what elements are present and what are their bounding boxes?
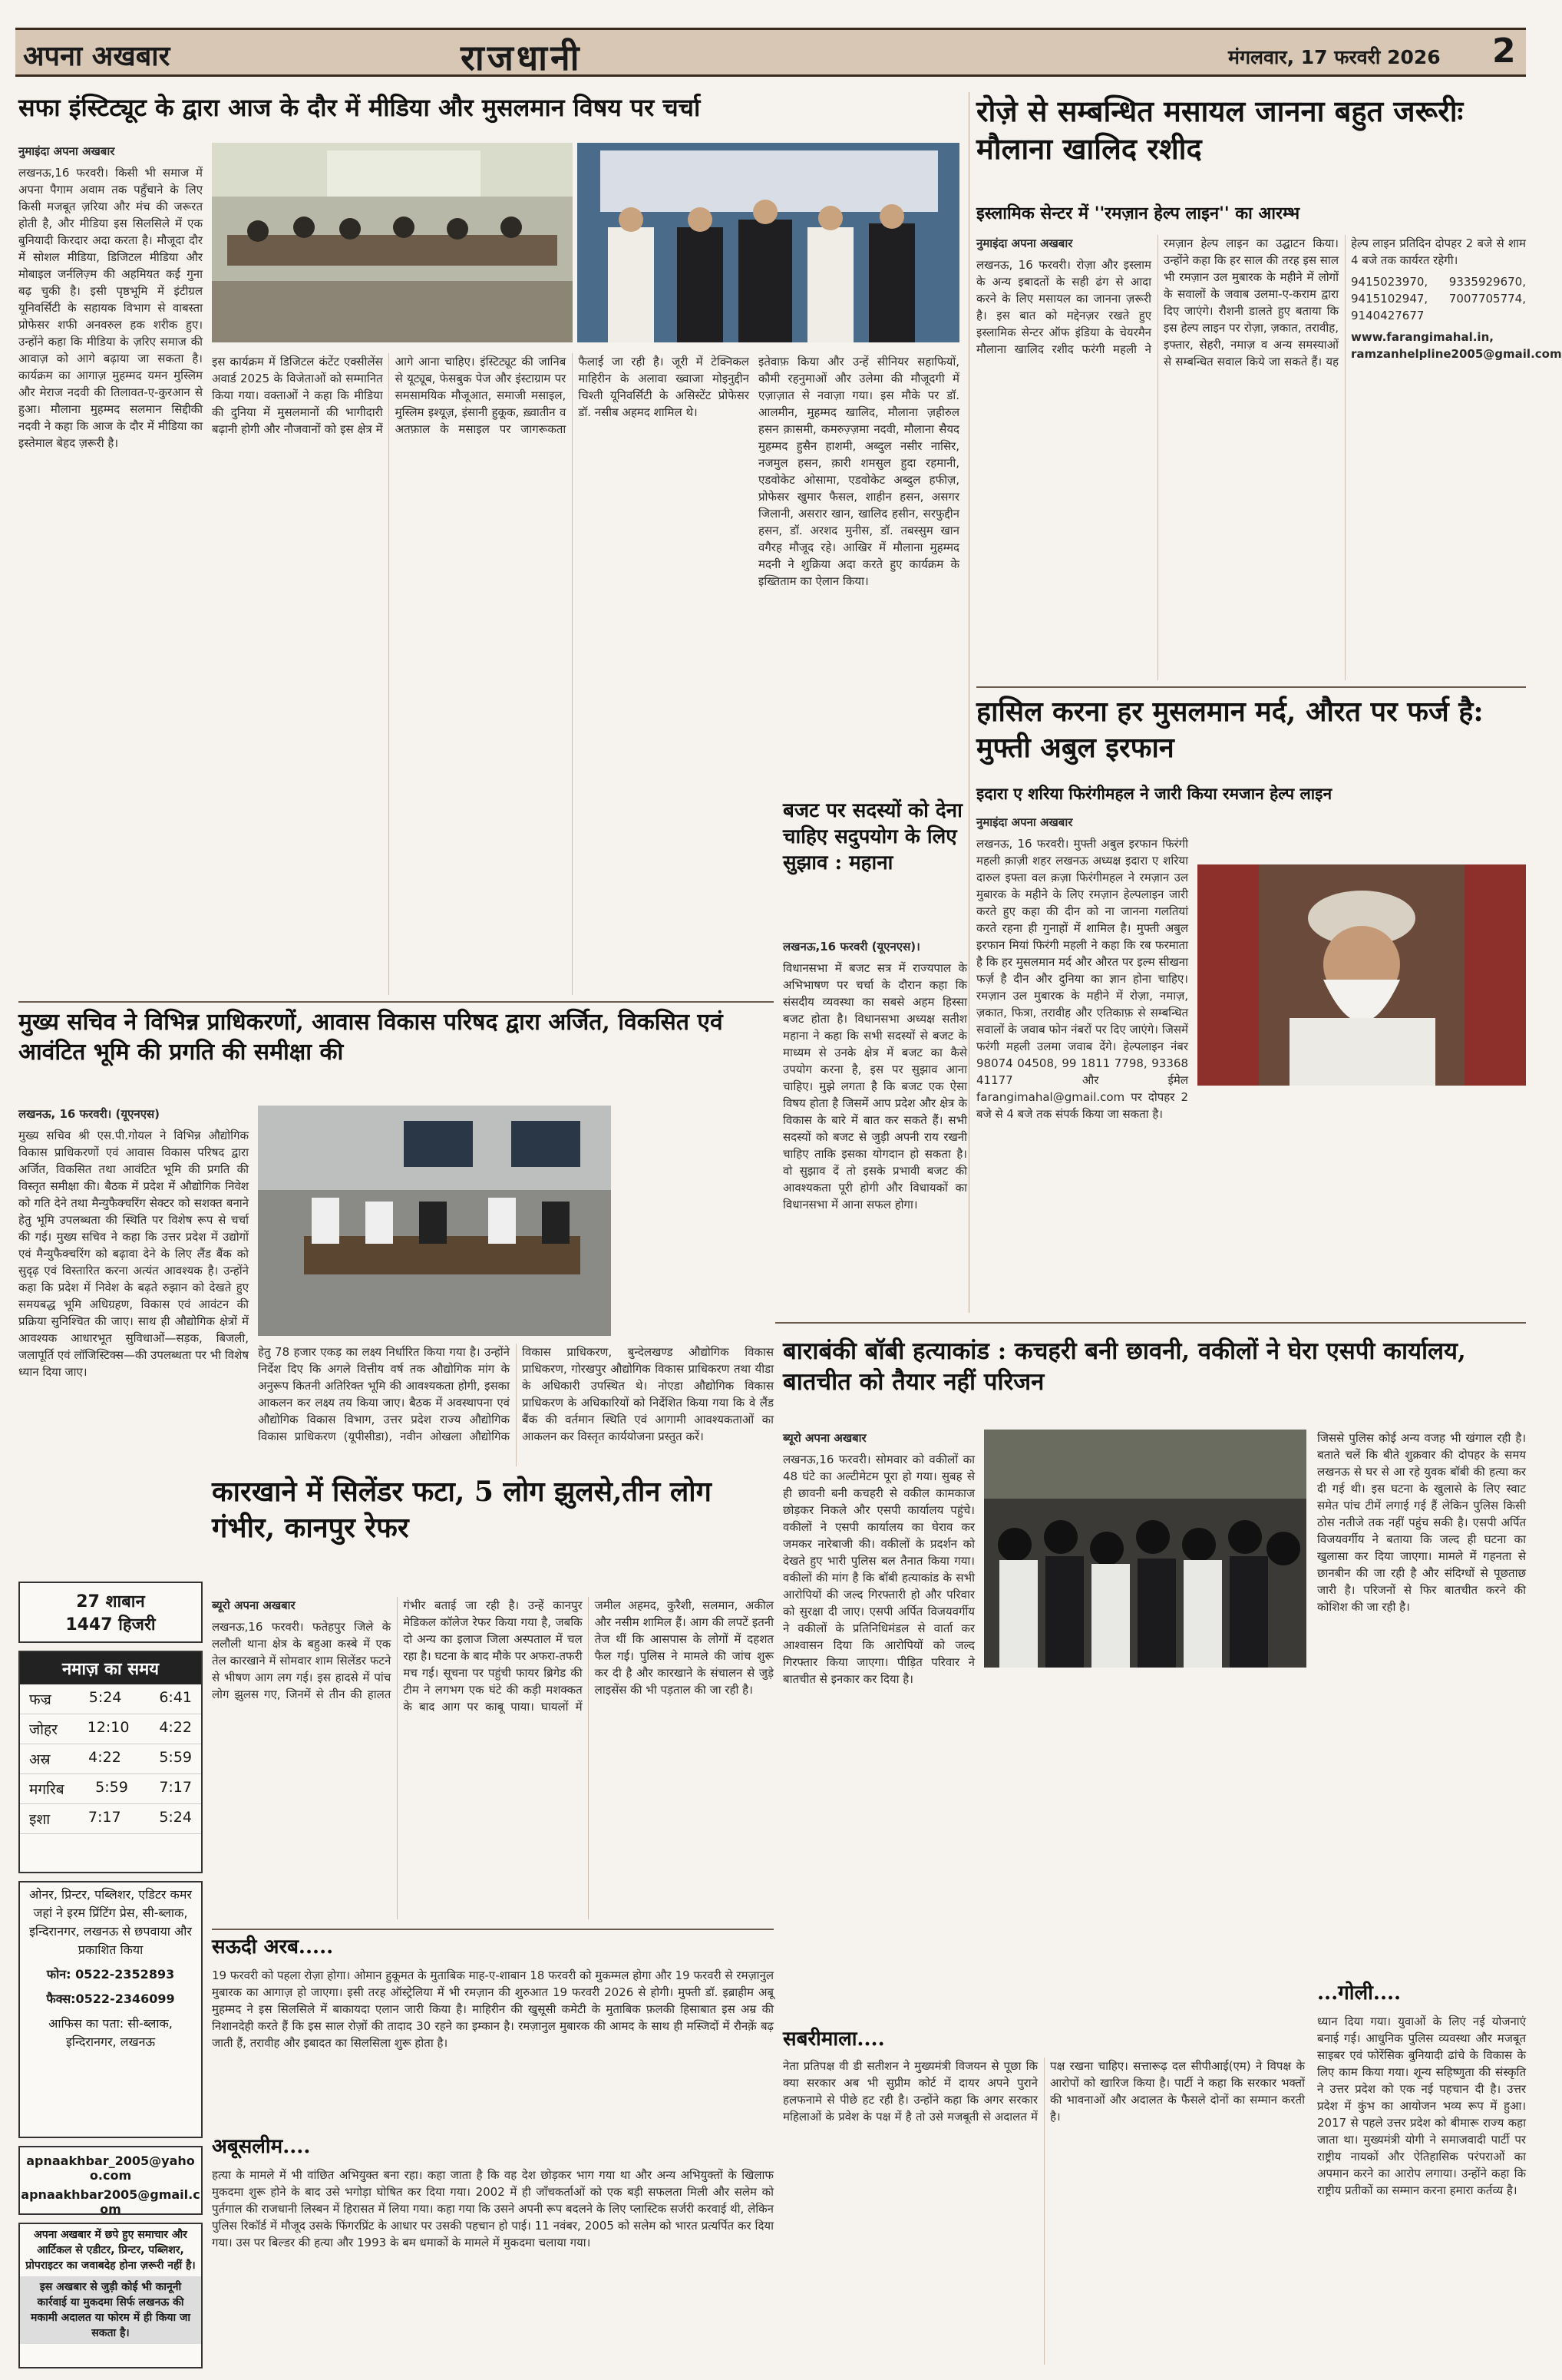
story1-photo-left — [212, 143, 573, 342]
namaz-row — [20, 1684, 201, 1714]
page-number: 2 — [1492, 31, 1516, 71]
story4-columns-bc — [258, 1344, 774, 1466]
hijri-year: 1447 हिजरी — [65, 1615, 156, 1635]
namaz-start: 5:24 — [88, 1689, 122, 1706]
story6-byline: ब्यूरो अपना अखबार — [212, 1598, 296, 1612]
story11-body: ध्यान दिया गया। युवाओं के लिए नई योजनाएं बनाई गई। आधुनिक पुलिस व्यवस्था और मजबूत साइबर एवं फोरेंसिक बुनियादी ढांचे के विकास के लिए काम किया गया। शून्य सहिष्णुता की संस्कृति ने उत्तर प्रदेश को एक नई पहचान दी है। उत्तर प्रदेश में कुंभ का आयोजन भव्य रूप में हुआ। 2017 से पहले उत्तर प्रदेश को बीमारू राज्य कहा जाता था। मुख्यमंत्री योगी ने समाजवादी पार्टी पर राष्ट्रीय नायकों और ऐतिहासिक परंपराओं का अपमान करने का आरोप लगाया। उन्होंने कहा कि राष्ट्रीय प्रतीकों का सम्मान करना हमारा कर्तव्य है। — [1317, 2015, 1526, 2197]
story10-body: नेता प्रतिपक्ष वी डी सतीशन ने मुख्यमंत्री विजयन से पूछा कि क्या सरकार अब भी सुप्रीम कोर्ट में दायर अपने पुराने हलफनामे से पीछे हट रही है। उन्होंने कहा कि अगर सरकार महिलाओं के प्रवेश के पक्ष में है तो उसे मजबूती से अदालत में पक्ष रखना चाहिए। सत्तारूढ़ दल सीपीआई(एम) ने विपक्ष के आरोपों को खारिज किया है। पार्टी ने कहा कि सरकार भक्तों की भावनाओं और अदालत के फैसले दोनों का सम्मान करती है। — [783, 2059, 1305, 2124]
namaz-row — [20, 1714, 201, 1744]
story7-headline: बाराबंकी बॉबी हत्याकांड : कचहरी बनी छावनी, वकीलों ने घेरा एसपी कार्यालय, बातचीत को तैयार नहीं परिजन — [783, 1337, 1466, 1397]
story4-photo — [258, 1106, 611, 1336]
namaz-end: 6:41 — [159, 1689, 192, 1706]
imprint-box — [18, 1881, 203, 2138]
story10-headline: सबरीमाला.... — [783, 2028, 885, 2051]
namaz-end: 5:24 — [159, 1809, 192, 1826]
story2-columns — [976, 235, 1562, 680]
story4-body-2: हेतु 78 हजार एकड़ का लक्ष्य निर्धारित किया गया है। उन्होंने निर्देश दिए कि अगले वित्तीय वर्ष तक औद्योगिक मांग के अनुरूप कितनी अतिरिक्त भूमि की आवश्यकता होगी, इसका आकलन कर लक्ष्य तय किया जाए। बैठक में अवस्थापना एवं औद्योगिक विकास विभाग, उत्तर प्रदेश राज्य औद्योगिक विकास प्राधिकरण (यूपीसीडा), नवीन ओखला औद्योगिक विकास प्राधिकरण, बुन्देलखण्ड औद्योगिक विकास प्राधिकरण, गोरखपुर औद्योगिक विकास प्राधिकरण तथा यीडा के अधिकारी उपस्थित थे। नोएडा औद्योगिक विकास प्राधिकरण के अधिकारियों को निर्देशित किया गया कि वे लैंड बैंक की वर्तमान स्थिति एवं आगामी आवश्यकताओं का आकलन कर विस्तृत कार्ययोजना प्रस्तुत करें। — [258, 1345, 774, 1443]
story6-headline: कारखाने में सिलेंडर फटा, 5 लोग झुलसे,तीन लोग गंभीर, कानपुर रेफर — [212, 1476, 712, 1544]
namaz-name: मगरिब — [29, 1781, 64, 1798]
namaz-start: 4:22 — [88, 1749, 121, 1766]
story5-byline: लखनऊ,16 फरवरी (यूएनएस)। — [783, 940, 920, 954]
story1-body-3: इतेवाफ़ किया और उन्हें सीनियर सहाफियों, कौमी रहनुमाओं और उलेमा की मौजूदगी में एज़ाज़ात से नवाज़ा गया। इस मौके पर डॉ. आलमीन, मुहम्मद खालिद, मौलाना ज़हीरुल हसन क़ासमी, कमरुज़्ज़मा नदवी, मौलाना सैयद मुहम्मद हुसैन हाशमी, अब्दुल नसीर नासिर, नजमुल हसन, क़ारी शमसुल हुदा रहमानी, एडवोकेट ओसामा, एडवोकेट अब्दुल हफीज़, प्रोफेसर खुमार फैसल, शाहीन हसन, असगर जिलानी, असरार खान, खालिद हसीन, सरफुद्दीन हसन, डॉ. अरशद मुनीस, डॉ. तबस्सुम खान वगैरह मौजूद रहे। आखिर में मौलाना मुहम्मद मदनी ने शुक्रिया अदा करते हुए कार्यक्रम के इख्तिताम का ऐलान किया। — [758, 355, 959, 588]
issue-date: मंगलवार, 17 फरवरी 2026 — [1228, 46, 1441, 68]
hijri-date-box — [18, 1582, 203, 1643]
story10-columns — [783, 2058, 1305, 2365]
story9-body-block — [212, 2167, 774, 2366]
namaz-timing-box — [18, 1651, 203, 1873]
story8-body: 19 फरवरी को पहला रोज़ा होगा। ओमान हुकूमत के मुताबिक माह-ए-शाबान 18 फरवरी को मुकम्मल होगा और 19 फरवरी से रमज़ानुल मुबारक का आगाज़ हो जाएगा। इसी तरह ऑस्ट्रेलिया में भी रमज़ान की शुरुआत 19 फरवरी 2026 से होगी। मुफ्ती डॉ. इब्राहीम अबू मुहम्मद ने इस सिलसिले में बाकायदा एलान जारी किया है। माहिरीन की खुसूसी कमेटी के मुताबिक फ़लकी हिसाबात इस अम्र की निशानदेही करते हैं कि इस साल रोज़ों की तादाद 30 रहने का इम्कान है। रमज़ानुल मुबारक की आमद के साथ ही मस्जिदों में रौनक़ें बढ़ जाती हैं, तरावीह और इबादत का सिलसिला शुरू होता है। — [212, 1968, 774, 2050]
story1-column-d — [758, 353, 959, 995]
story4-headline: मुख्य सचिव ने विभिन्न प्राधिकरणों, आवास विकास परिषद द्वारा अर्जित, विकसित एवं आवंटित भूमि की प्रगति की समीक्षा की — [18, 1009, 723, 1066]
story3-subhead: इदारा ए शरिया फिरंगीमहल ने जारी किया रमजान हेल्प लाइन — [976, 784, 1332, 803]
disclaimer-1: अपना अखबार में छपे हुए समाचार और आर्टिकल से एडीटर, प्रिन्टर, पब्लिशर, प्रोपराइटर का जवाबदेह होना ज़रूरी नहीं है। — [25, 2229, 196, 2272]
namaz-row — [20, 1744, 201, 1774]
namaz-row — [20, 1774, 201, 1804]
section-title: राजधानी — [461, 37, 583, 78]
namaz-name: फज्र — [29, 1691, 51, 1708]
namaz-name: अस्र — [29, 1751, 51, 1768]
story7-body-2: जिससे पुलिस कोई अन्य वजह भी खंगाल रही है। बताते चलें कि बीते शुक्रवार की दोपहर के समय लखनऊ से घर से आ रहे युवक बॉबी की हत्या कर दी गई थी। इस घटना के खुलासे के लिए स्वाट समेत पांच टीमें लगाई गई हैं लेकिन पुलिस किसी ठोस नतीजे तक नहीं पहुंच सकी है। एसपी अर्पित विजयवर्गीय ने बताया कि जल्द ही घटना का खुलासा कर दिया जाएगा। मामले में गहनता से छानबीन की जा रही है और संदिग्धों से पूछताछ जारी है। परिजनों से फिर बातचीत करने की कोशिश की जा रही है। — [1317, 1431, 1526, 1614]
story5-body: विधानसभा में बजट सत्र में राज्यपाल के अभिभाषण पर चर्चा के दौरान कहा कि संसदीय व्यवस्था का सबसे अहम हिस्सा बजट होता है। विधानसभा अध्यक्ष सतीश महाना ने कहा कि सभी सदस्यों से बजट के माध्यम से उनके क्षेत्र में बजट का कैसे उपयोग करना है, इस पर सुझाव आना चाहिए। मुझे लगता है कि बजट एक ऐसा विषय होता है जिसमें आप प्रदेश और क्षेत्र के विकास के बारे में बात कर सकते हैं। सभी सदस्यों को बजट से जुड़ी अपनी राय रखनी चाहिए ताकि इसका योगदान हो सकता है। वो सुझाव दें तो इसके प्रभावी बजट की आवश्यकता पूरी होगी और विधायकों का विधानसभा में आना सफल होगा। — [783, 961, 967, 1211]
imprint-phone: फोन: 0522-2352893 — [46, 1967, 175, 1982]
story9-headline: अबूसलीम.... — [212, 2135, 311, 2158]
story8-headline: सऊदी अरब..... — [212, 1935, 334, 1959]
namaz-end: 5:59 — [159, 1749, 192, 1766]
story2-headline: रोज़े से सम्बन्धित मसायल जानना बहुत जरूरीः मौलाना खालिद रशीद — [976, 94, 1464, 167]
story6-columns — [212, 1597, 774, 1919]
story3-body-block — [976, 814, 1526, 1267]
imprint-office: आफिस का पता: सी-ब्लाक, इन्दिरानगर, लखनऊ — [48, 2016, 173, 2049]
story1-column-a — [18, 143, 203, 995]
story11-headline: ...गोली.... — [1317, 1982, 1402, 2005]
email-box — [18, 2146, 203, 2215]
story4-byline: लखनऊ, 16 फरवरी। (यूएनएस) — [18, 1107, 160, 1121]
disclaimer-2: इस अखबार से जुड़ी कोई भी कानूनी कार्रवाई या मुकदमा सिर्फ लखनऊ की मकामी अदालत या फोरम में ही किया जा सकता है। — [20, 2276, 201, 2344]
story4-body: मुख्य सचिव श्री एस.पी.गोयल ने विभिन्न औद्योगिक विकास प्राधिकरणों एवं आवास विकास परिषद द्वारा अर्जित, विकसित तथा आवंटित भूमि की प्रगति की विस्तृत समीक्षा की। बैठक में प्रदेश में औद्योगिक निवेश को गति देने तथा मैन्युफैक्चरिंग सेक्टर को सशक्त बनाने हेतु भूमि उपलब्धता की स्थिति पर विशेष रूप से चर्चा की गई। मुख्य सचिव ने कहा कि उत्तर प्रदेश में उद्योगों एवं मैन्युफैक्चरिंग को बढ़ावा देने के लिए लैंड बैंक को सुदृढ़ एवं विस्तारित करना अत्यंत आवश्यक है। उन्होंने कहा कि प्रदेश में निवेश के बढ़ते रुझान को देखते हुए समयबद्ध भूमि अधिग्रहण, विकास एवं आवंटन की प्रक्रिया सुनिश्चित की जाए। साथ ही औद्योगिक क्षेत्रों में आवश्यक आधारभूत सुविधाओं—सड़क, बिजली, जलापूर्ति एवं लॉजिस्टिक्स—की उपलब्धता पर भी विशेष ध्यान दिया जाए। — [18, 1129, 249, 1379]
namaz-end: 7:17 — [159, 1779, 192, 1796]
story6-body: लखनऊ,16 फरवरी। फतेहपुर जिले के ललौली थाना क्षेत्र के बहुआ कस्बे में एक तेल कारखाने में सोमवार शाम सिलेंडर फटने से भीषण आग लग गई। इस हादसे में पांच लोग झुलस गए, जिनमें से तीन की हालत गंभीर बताई जा रही है। उन्हें कानपुर मेडिकल कॉलेज रेफर किया गया है, जबकि दो अन्य का इलाज जिला अस्पताल में चल रहा है। घटना के बाद मौके पर अफरा-तफरी मच गई। सूचना पर पहुंची फायर ब्रिगेड की टीम ने लगभग एक घंटे की कड़ी मशक्कत के बाद आग पर काबू पाया। घायलों में जमील अहमद, कुरैशी, सलमान, अकील और नसीम शामिल हैं। आग की लपटें इतनी तेज थीं कि आसपास के लोगों में दहशत फैल गई। पुलिस ने मामले की जांच शुरू कर दी है और कारखाने के संचालन से जुड़े लाइसेंस की भी पड़ताल की जा रही है। — [212, 1598, 774, 1714]
masthead — [15, 28, 1526, 77]
hijri-day: 27 शाबान — [76, 1592, 145, 1611]
story1-body: लखनऊ,16 फरवरी। किसी भी समाज में अपना पैगाम अवाम तक पहुँचाने के लिए किसी मजबूत ज़रिया और मंच की जरूरत होती है, और मीडिया इस सिलसिले में एक बुनियादी किरदार अदा करता है। मौजूदा दौर में सोशल मीडिया, डिजिटल मीडिया और मोबाइल जर्नलिज़्म की अहमियत कई गुना बढ़ चुकी है। इसी पृष्ठभूमि में इंटीग्रल यूनिवर्सिटी के सहायक विभाग से वाबस्ता प्रोफेसर शफी अनवरुल हक शरीक हुए। उन्होंने कहा कि मीडिया के ज़रिए समाज की आवाज़ को आगे बढ़ाया जा सकता है। कार्यक्रम का आगाज़ मुहम्मद यमन मुस्लिम और मेराज नदवी की तिलावत-ए-कुरआन से हुआ। मौलाना मुहम्मद सलमान सिद्दीकी नदवी ने कहा कि आज के दौर में मीडिया का इस्तेमाल बेहद ज़रूरी है। — [18, 166, 203, 450]
story5-headline: बजट पर सदस्यों को देना चाहिए सदुपयोग के लिए सुझाव : महाना — [783, 799, 963, 874]
story9-body: हत्या के मामले में भी वांछित अभियुक्त बना रहा। कहा जाता है कि वह देश छोड़कर भाग गया था और अन्य अभियुक्तों के खिलाफ मुकदमा शुरू होने के बाद उसे भगोड़ा घोषित कर दिया गया। 2002 में ही जाँचकर्ताओं को एक बड़ी सफलता मिली और सलेम को पुर्तगाल की राजधानी लिस्बन में हिरासत में लिया गया। कहा गया कि उसने अपनी रूप बदलने के लिए प्लास्टिक सर्जरी करवाई थी, लेकिन पुलिस रिकॉर्ड में मौजूद उसके फिंगरप्रिंट के आधार पर उसकी पहचान हो पाई। 11 नवंबर, 2005 को सलेम को भारत प्रत्यर्पित कर दिया गया। उस पर बिल्डर की हत्या और 1993 के बम धमाकों के मामले में मुकदमा चलाया गया। — [212, 2168, 774, 2249]
story2-subhead: इस्लामिक सेन्टर में ''रमज़ान हेल्प लाइन'' का आरम्भ — [976, 203, 1300, 223]
story3-byline: नुमाइंदा अपना अखबार — [976, 815, 1073, 829]
namaz-start: 5:59 — [95, 1779, 128, 1796]
brand-name: अपना अखबार — [23, 40, 170, 72]
story3-headline: हासिल करना हर मुसलमान मर्द, औरत पर फर्ज है: मुफ्ती अबुल इरफान — [976, 696, 1484, 764]
namaz-name: जोहर — [29, 1721, 58, 1738]
story1-photo-right — [577, 143, 959, 342]
namaz-end: 4:22 — [159, 1719, 192, 1736]
story2-body: लखनऊ, 16 फरवरी। रोज़ा और इस्लाम के अन्य इबादतों के सही ढंग से आदा करने के लिए मसायल का जानना ज़रूरी है। इस बात को मद्देनज़र रखते हुए इस्लामिक सेन्टर ऑफ इंडिया के चेयरमैन मौलाना खालिद रशीद फरंगी महली ने रमज़ान हेल्प लाइन का उद्घाटन किया। उन्होंने कहा कि हर साल की तरह इस साल भी रमज़ान उल मुबारक के महीने में लोगों के सवालों के जवाब उलमा-ए-कराम द्वारा दिए जाएंगे। रौशनी डालते हुए बताया कि इस हेल्प लाइन पर रोज़ा, ज़कात, तरावीह, इफ्तार, सेहरी, नमाज़ व अन्य समस्याओं से सम्बन्धित सवाल किये जा सकते हैं। यह हेल्प लाइन प्रतिदिन दोपहर 2 बजे से शाम 4 बजे तक कार्यरत रहेगी। — [976, 236, 1526, 369]
story1-body-2: इस कार्यक्रम में डिजिटल कंटेंट एक्सीलेंस अवार्ड 2025 के विजेताओं को सम्मानित किया गया। वक्ताओं ने कहा कि मीडिया की दुनिया में मुसलमानों की भागीदारी बढ़ानी होगी और नौजवानों को इस क्षेत्र में आगे आना चाहिए। इंस्टिट्यूट की जानिब से यूट्यूब, फेसबुक पेज और इंस्टाग्राम पर समसामयिक मौजूआत, समाजी मसाइल, मुस्लिम इश्यूज़, इंसानी हुकूक, ख़्वातीन व अतफ़ाल के मसाइल पर जागरूकता फैलाई जा रही है। जूरी में टेक्निकल माहिरीन के अलावा ख्वाजा मोइनुद्दीन चिश्ती यूनिवर्सिटी के असिस्टेंट प्रोफेसर डॉ. नसीब अहमद शामिल थे। — [212, 355, 749, 436]
namaz-title: नमाज़ का समय — [20, 1652, 201, 1684]
story7-byline: ब्यूरो अपना अखबार — [783, 1431, 867, 1445]
story2-contact: 9415023970, 9335929670, 9415102947, 7007705774, 9140427677 — [1351, 275, 1526, 322]
email-1[interactable]: apnaakhbar_2005@yahoo.com — [26, 2154, 195, 2183]
namaz-name: इशा — [29, 1811, 51, 1828]
story7-photo — [984, 1430, 1306, 1668]
story7-body: लखनऊ,16 फरवरी। सोमवार को वकीलों का 48 घंटे का अल्टीमेटम पूरा हो गया। सुबह से ही छावनी बनी कचहरी से वकील कामकाज छोड़कर निकले और एसपी कार्यालय पहुंचे। वकीलों ने एसपी कार्यालय का घेराव कर जमकर नारेबाजी की। वकीलों के प्रदर्शन को देखते हुए भारी पुलिस बल तैनात किया गया। वकीलों की मांग है कि बॉबी हत्याकांड के सभी आरोपियों की जल्द गिरफ्तारी हो और परिवार को सुरक्षा दी जाए। एसपी अर्पित विजयवर्गीय ने वकीलों के प्रतिनिधिमंडल से वार्ता कर आश्वासन दिया कि आरोपियों को जल्द गिरफ्तार किया जाएगा। पीड़ित परिवार ने बातचीत से इनकार कर दिया है। — [783, 1453, 975, 1686]
email-2[interactable]: apnaakhbar2005@gmail.com — [21, 2187, 200, 2216]
story5-body-block — [783, 938, 967, 1307]
namaz-row — [20, 1804, 201, 1834]
story1-byline: नुमाइंदा अपना अखबार — [18, 144, 115, 158]
story8-body-block — [212, 1967, 774, 2128]
namaz-start: 7:17 — [88, 1809, 121, 1826]
disclaimer-box — [18, 2223, 203, 2368]
story7-column-d — [1317, 1430, 1526, 1967]
story2-web: www.farangimahal.in, ramzanhelpline2005@gmail.com — [1351, 330, 1562, 361]
story1-columns-bc — [212, 353, 749, 995]
story1-headline: सफा इंस्टिट्यूट के द्वारा आज के दौर में मीडिया और मुसलमान विषय पर चर्चा — [18, 93, 701, 122]
story7-column-a — [783, 1430, 975, 2013]
namaz-start: 12:10 — [87, 1719, 130, 1736]
story3-body: लखनऊ, 16 फरवरी। मुफ्ती अबुल इरफान फिरंगी महली क़ाज़ी शहर लखनऊ अध्यक्ष इदारा ए शरिया दारुल इफ्ता वल क़ज़ा फिरंगीमहल ने रमज़ान उल मुबारक के महीने के लिए रमज़ान हेल्पलाइन जारी करते हुए कहा की दीन को ना जानना गलतियां करते रहना ही गुनाहों में शामिल है। मुफ्ती अबुल इरफान मियां फिरंगी महली ने कहा कि रब फरमाता है कि हर मुसलमान मर्द और औरत पर इल्म सीखना फर्ज़ है दीन और दुनिया का ज्ञान होना चाहिए। रमज़ान उल मुबारक के महीने में रोज़ा, नमाज़, ज़कात, फित्रा, तरावीह और एतिकाफ़ से सम्बन्धित सवालों के जवाब फोन नंबरों पर दिए जाएंगे। जिसमें फरंगी महली उलमा जवाब देंगे। हेल्पलाइन नंबर 98074 04508, 99 1811 7798, 93368 41177 और ईमेल farangimahal@gmail.com पर दोपहर 2 बजे से 4 बजे तक संपर्क किया जा सकता है। — [976, 837, 1188, 1121]
imprint-text: ओनर, प्रिन्टर, पब्लिशर, एडिटर कमर जहां ने इरम प्रिंटिंग प्रेस, सी-ब्लाक, इन्दिरानगर, लखनऊ से छपवाया और प्रकाशित किया — [29, 1887, 192, 1957]
story11-body-block — [1317, 2013, 1526, 2366]
story2-byline: नुमाइंदा अपना अखबार — [976, 236, 1073, 250]
imprint-fax: फैक्स:0522-2346099 — [46, 1992, 175, 2006]
